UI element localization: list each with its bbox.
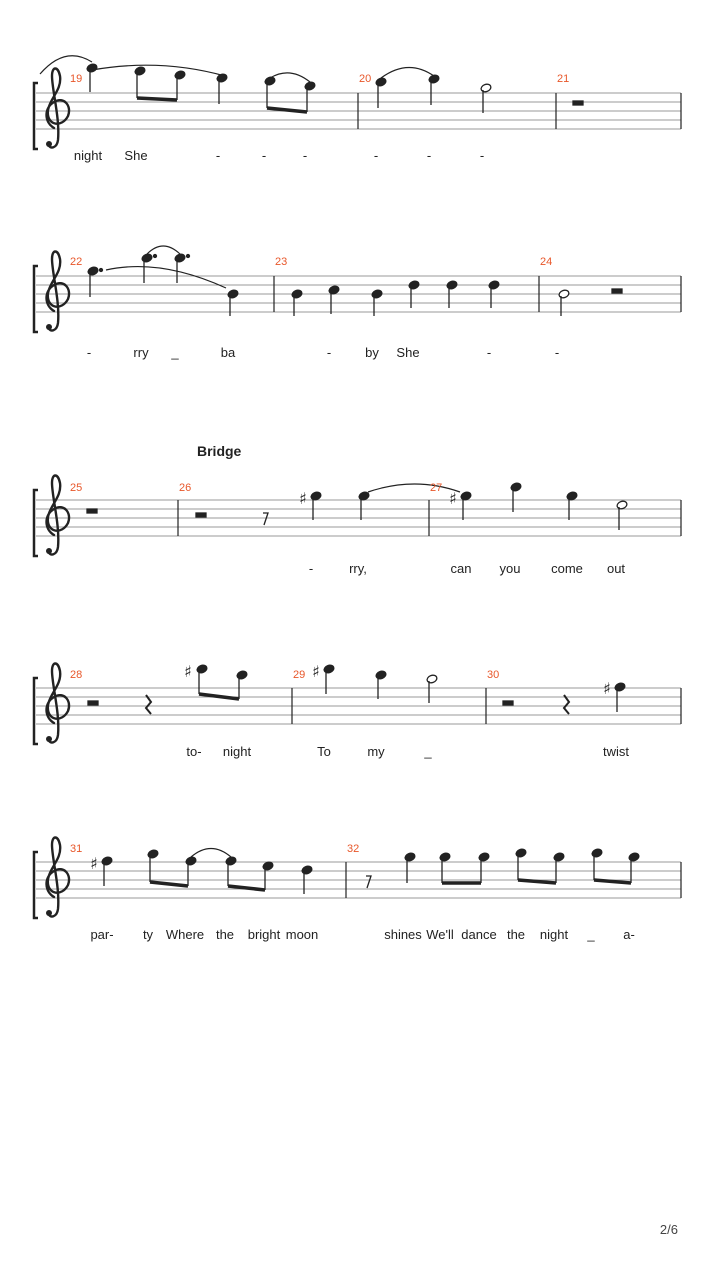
svg-text:♯: ♯	[299, 489, 307, 508]
lyric: moon	[285, 927, 319, 942]
lyric: -	[426, 148, 432, 163]
measure-number: 22	[70, 256, 83, 268]
lyric: -	[302, 148, 308, 163]
section-label: Bridge	[197, 443, 242, 459]
lyric: -	[215, 148, 221, 163]
lyric: out	[606, 561, 626, 576]
measure-number: 24	[540, 256, 553, 268]
lyric: -	[554, 345, 560, 360]
system-3	[34, 476, 681, 557]
svg-text:♯: ♯	[603, 679, 611, 698]
measure-number: 30	[487, 669, 500, 681]
lyric: We'll	[426, 927, 454, 942]
lyric: rry,	[349, 561, 367, 576]
lyric: dance	[461, 927, 497, 942]
lyric: To	[317, 744, 331, 759]
measure-number: 26	[179, 482, 192, 494]
lyric: -	[86, 345, 92, 360]
lyric: night	[539, 927, 569, 942]
lyric: -	[486, 345, 492, 360]
lyric: Where	[165, 927, 205, 942]
lyric: twist	[603, 744, 629, 759]
lyric: -	[373, 148, 379, 163]
measure-number: 23	[275, 256, 288, 268]
lyric: _	[424, 744, 432, 759]
lyric: She	[124, 148, 148, 163]
lyric: by	[365, 345, 379, 360]
lyric: a-	[623, 927, 635, 942]
lyric: rry	[133, 345, 149, 360]
lyric: the	[215, 927, 235, 942]
lyric: ba	[220, 345, 236, 360]
lyric: ty	[142, 927, 154, 942]
lyric: -	[479, 148, 485, 163]
measure-number: 21	[557, 73, 570, 85]
system-4	[34, 662, 681, 744]
measure-number: 28	[70, 669, 83, 681]
lyric: shines	[384, 927, 422, 942]
measure-number: 20	[359, 73, 372, 85]
lyric: can	[450, 561, 472, 576]
page-number: 2/6	[659, 1222, 678, 1237]
lyric: bright	[247, 927, 281, 942]
lyric: my	[367, 744, 385, 759]
lyric: come	[551, 561, 583, 576]
svg-text:♯: ♯	[184, 662, 192, 681]
lyric: you	[499, 561, 521, 576]
measure-number: 27	[430, 482, 443, 494]
measure-number: 31	[70, 843, 83, 855]
lyric: to-	[186, 744, 202, 759]
lyric: -	[308, 561, 314, 576]
svg-text:♯: ♯	[312, 662, 320, 681]
lyric: -	[326, 345, 332, 360]
system-1	[34, 56, 681, 149]
measure-number: 32	[347, 843, 360, 855]
lyric: par-	[90, 927, 114, 942]
lyric: -	[261, 148, 267, 163]
svg-text:♯: ♯	[90, 854, 98, 873]
svg-text:♯: ♯	[449, 489, 457, 508]
lyric: She	[396, 345, 420, 360]
lyric: night	[222, 744, 252, 759]
lyric: _	[587, 927, 595, 942]
lyric: the	[506, 927, 526, 942]
measure-number: 25	[70, 482, 83, 494]
system-2	[34, 246, 681, 332]
lyric: night	[73, 148, 103, 163]
lyric: _	[171, 345, 179, 360]
measure-number: 29	[293, 669, 306, 681]
measure-number: 19	[70, 73, 83, 85]
